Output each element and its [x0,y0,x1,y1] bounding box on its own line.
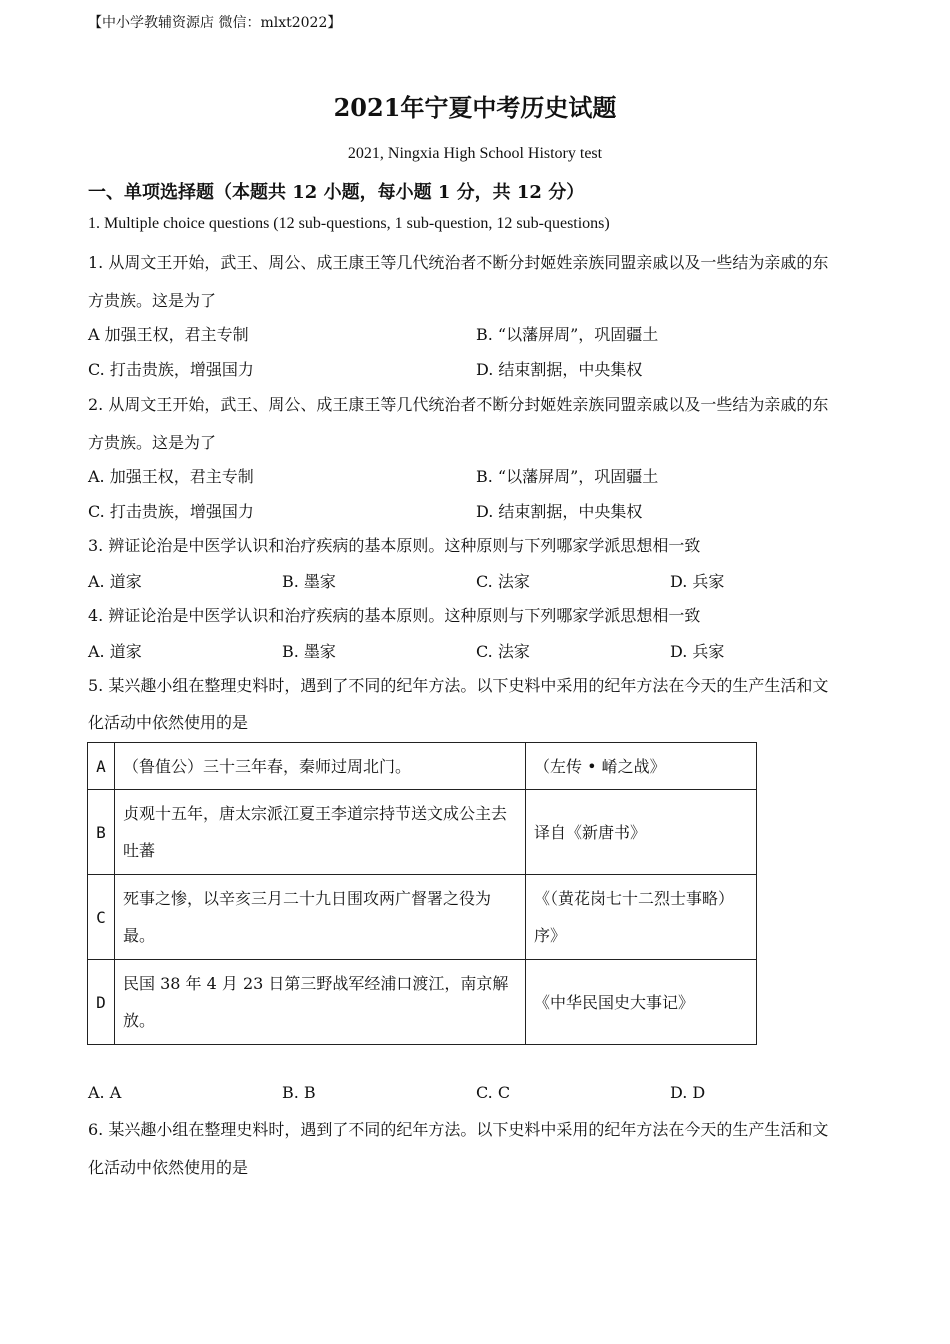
source-table [87,742,757,1045]
row-text: （鲁值公）三十三年春，秦师过周北门。 [115,743,526,790]
section-english: 1. Multiple choice questions (12 sub-questions, 1 sub-question, 12 sub-questions) [88,215,610,232]
row-label: A [88,743,115,790]
q3-option-a: A. 道家 [88,572,142,591]
page-subtitle: 2021, Ningxia High School History test [347,145,603,162]
row-source: 译自《新唐书》 [526,790,757,875]
q5-line2: 化活动中依然使用的是 [88,713,249,732]
q1-option-d: D. 结束割据，中央集权 [476,360,643,379]
row-source: （左传 • 崤之战》 [526,743,757,790]
q2-line2: 方贵族。这是为了 [88,433,217,452]
q1-line1: 1. 从周文王开始，武王、周公、成王康王等几代统治者不断分封姬姓亲族同盟亲戚以及一些结为亲戚的东 [88,253,829,272]
row-label: C [88,875,115,960]
table-row [88,875,757,960]
header-note: 【中小学教辅资源店 微信：mlxt2022】 [88,15,342,31]
q6-line2: 化活动中依然使用的是 [88,1158,249,1177]
row-label: D [88,960,115,1045]
row-text: 贞观十五年，唐太宗派江夏王李道宗持节送文成公主去吐蕃 [115,790,526,875]
section-heading: 一、单项选择题（本题共 12 小题，每小题 1 分，共 12 分） [88,182,585,203]
q2-line1: 2. 从周文王开始，武王、周公、成王康王等几代统治者不断分封姬姓亲族同盟亲戚以及一些结为亲戚的东 [88,395,829,414]
q6-line1: 6. 某兴趣小组在整理史料时，遇到了不同的纪年方法。以下史料中采用的纪年方法在今天的生产生活和文 [88,1120,829,1139]
q1-option-c: C. 打击贵族，增强国力 [88,360,254,379]
q1-line2: 方贵族。这是为了 [88,291,217,310]
table-row [88,960,757,1045]
q5-option-d: D. D [670,1083,706,1102]
row-text: 死事之惨，以辛亥三月二十九日围攻两广督署之役为最。 [115,875,526,960]
q4-option-b: B. 墨家 [282,642,336,661]
q5-option-b: B. B [282,1083,316,1102]
q5-option-c: C. C [476,1083,511,1102]
q4-option-a: A. 道家 [88,642,142,661]
q1-option-b: B. “以藩屏周”，巩固疆土 [476,325,659,344]
q3-option-c: C. 法家 [476,572,530,591]
q4-option-d: D. 兵家 [670,642,725,661]
row-label: B [88,790,115,875]
q2-option-b: B. “以藩屏周”，巩固疆土 [476,467,659,486]
q1-option-a: A 加强王权，君主专制 [88,325,249,344]
q5-option-a: A. A [88,1083,122,1102]
page-title: 2021年宁夏中考历史试题 [333,93,617,122]
q2-option-a: A. 加强王权，君主专制 [88,467,254,486]
q3-option-b: B. 墨家 [282,572,336,591]
q4-option-c: C. 法家 [476,642,530,661]
q3-line1: 3. 辨证论治是中医学认识和治疗疾病的基本原则。这种原则与下列哪家学派思想相一致 [88,536,701,555]
row-text: 民国 38 年 4 月 23 日第三野战军经浦口渡江，南京解放。 [115,960,526,1045]
row-source: 《（黄花岗七十二烈士事略）序》 [526,875,757,960]
table-row [88,790,757,875]
q2-option-c: C. 打击贵族，增强国力 [88,502,254,521]
q5-line1: 5. 某兴趣小组在整理史料时，遇到了不同的纪年方法。以下史料中采用的纪年方法在今天的生产生活和文 [88,676,829,695]
q3-option-d: D. 兵家 [670,572,725,591]
q2-option-d: D. 结束割据，中央集权 [476,502,643,521]
table-row [88,743,757,790]
q4-line1: 4. 辨证论治是中医学认识和治疗疾病的基本原则。这种原则与下列哪家学派思想相一致 [88,606,701,625]
row-source: 《中华民国史大事记》 [526,960,757,1045]
